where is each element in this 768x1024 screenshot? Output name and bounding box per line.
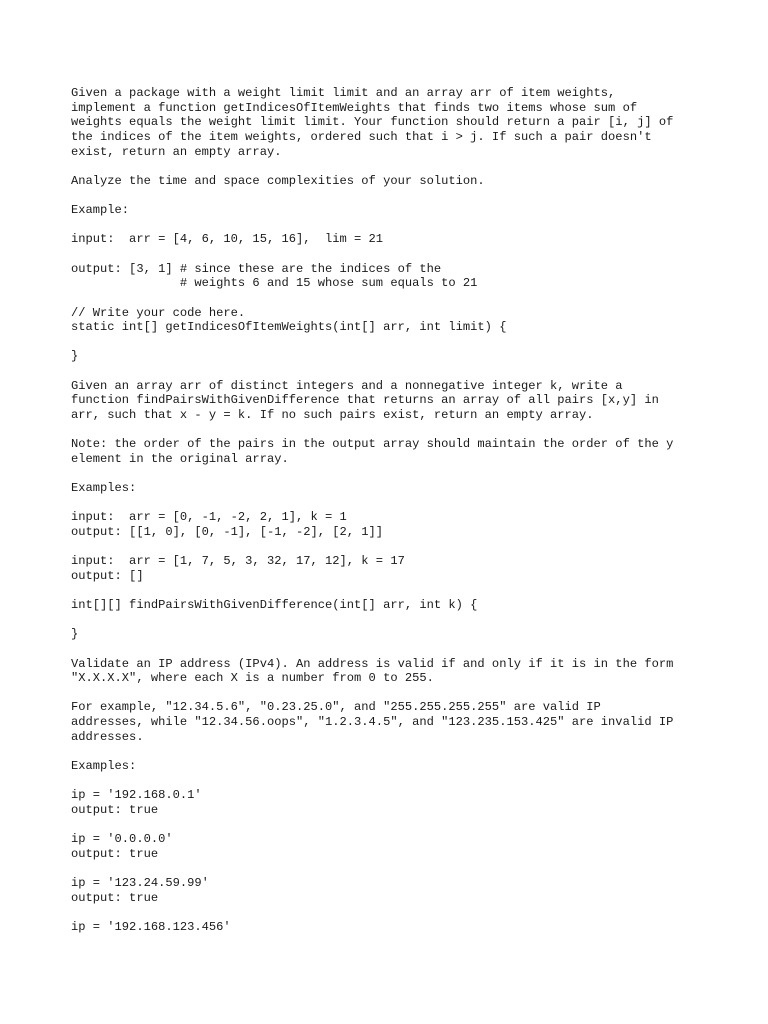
- text-line: ip = '123.24.59.99': [71, 876, 209, 891]
- problem1-code: [71, 306, 751, 335]
- text-line: output: true: [71, 890, 159, 905]
- problem3-intro: [71, 657, 751, 686]
- problem1-analyze: Analyze the time and space complexities of your solution.: [71, 174, 485, 189]
- text-line: the indices of the item weights, ordered such that i > j. If such a pair doesn't: [71, 130, 652, 145]
- text-line: output: [[1, 0], [0, -1], [-1, -2], [2, 1]]: [71, 525, 384, 540]
- text-line: input: arr = [0, -1, -2, 2, 1], k = 1: [71, 510, 347, 525]
- problem2-code: int[][] findPairsWithGivenDifference(int[] arr, int k) {: [71, 598, 478, 613]
- text-line: output: []: [71, 568, 144, 583]
- problem3-examples-heading: Examples:: [71, 759, 137, 774]
- problem2-code-close: }: [71, 627, 79, 642]
- text-line: ip = '192.168.0.1': [71, 788, 202, 803]
- text-line: output: [3, 1] # since these are the indices of the: [71, 261, 442, 276]
- text-line: implement a function getIndicesOfItemWeights that finds two items whose sum of: [71, 100, 638, 115]
- text-line: For example, "12.34.5.6", "0.23.25.0", and "255.255.255.255" are valid IP: [71, 700, 601, 715]
- problem2-example2: [71, 554, 751, 583]
- text-line: Given an array arr of distinct integers and a nonnegative integer k, write a: [71, 378, 623, 393]
- problem1-intro: [71, 86, 751, 160]
- text-line: "X.X.X.X", where each X is a number from 0 to 255.: [71, 671, 434, 686]
- text-line: weights equals the weight limit limit. Your function should return a pair [i, j] of: [71, 115, 674, 130]
- problem3-case-2: [71, 832, 751, 861]
- text-line: element in the original array.: [71, 451, 289, 466]
- text-line: output: true: [71, 846, 159, 861]
- problem3-example-text: [71, 700, 751, 744]
- code-line: static int[] getIndicesOfItemWeights(int[] arr, int limit) {: [71, 320, 507, 335]
- text-line: input: arr = [1, 7, 5, 3, 32, 17, 12], k = 17: [71, 554, 405, 569]
- problem1-input: input: arr = [4, 6, 10, 15, 16], lim = 21: [71, 232, 384, 247]
- problem3-last-ip: ip = '192.168.123.456': [71, 920, 231, 935]
- text-line: # weights 6 and 15 whose sum equals to 21: [71, 276, 478, 291]
- text-line: ip = '0.0.0.0': [71, 832, 173, 847]
- problem2-intro: [71, 379, 751, 423]
- document-page: [71, 86, 751, 935]
- text-line: addresses, while "12.34.56.oops", "1.2.3.4.5", and "123.235.153.425" are invalid IP: [71, 715, 674, 730]
- text-line: Given a package with a weight limit limit and an array arr of item weights,: [71, 86, 616, 100]
- problem2-example1: [71, 510, 751, 539]
- problem3-case-3: [71, 876, 751, 905]
- text-line: Note: the order of the pairs in the output array should maintain the order of the y: [71, 437, 674, 452]
- text-line: output: true: [71, 803, 159, 817]
- problem2-examples-heading: Examples:: [71, 481, 137, 496]
- text-line: arr, such that x - y = k. If no such pairs exist, return an empty array.: [71, 408, 594, 423]
- text-line: exist, return an empty array.: [71, 144, 282, 159]
- problem2-note: [71, 437, 751, 466]
- text-line: function findPairsWithGivenDifference that returns an array of all pairs [x,y] in: [71, 393, 659, 408]
- text-line: Validate an IP address (IPv4). An address is valid if and only if it is in the form: [71, 656, 674, 671]
- text-line: addresses.: [71, 729, 144, 744]
- problem1-code-close: }: [71, 349, 79, 364]
- problem3-case-1: [71, 788, 751, 817]
- problem1-example-heading: Example:: [71, 203, 130, 218]
- problem1-output: [71, 262, 751, 291]
- code-line: // Write your code here.: [71, 305, 246, 320]
